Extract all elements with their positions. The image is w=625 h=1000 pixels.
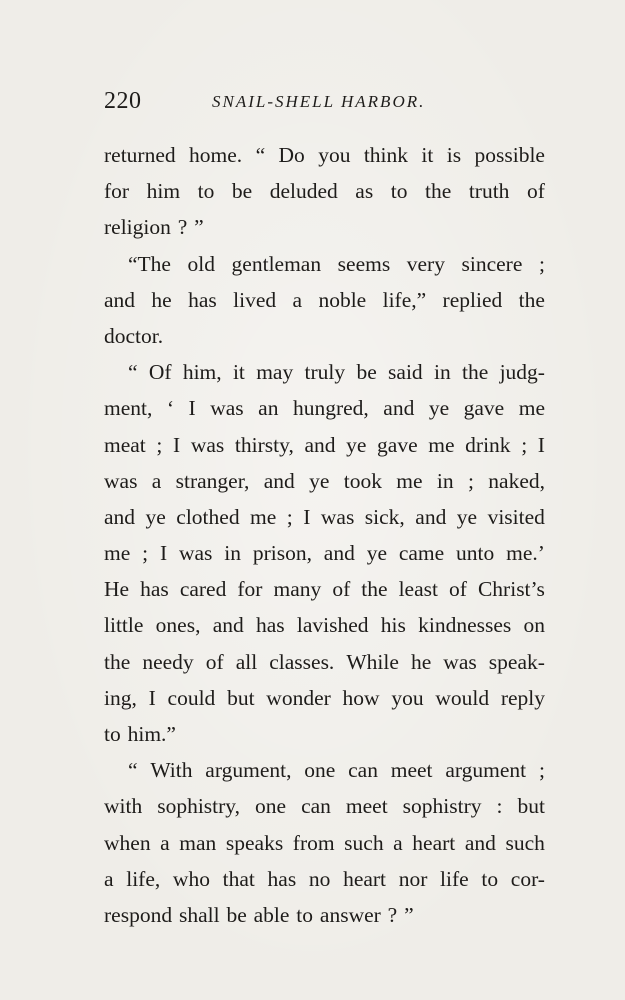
- word: an: [258, 396, 279, 421]
- word: “The: [128, 251, 171, 276]
- word: was: [104, 468, 138, 493]
- word: argument,: [205, 758, 292, 783]
- word: sick,: [364, 504, 405, 529]
- text-line: [104, 794, 545, 830]
- word: needy: [142, 649, 194, 674]
- word: religion: [104, 215, 171, 240]
- text-line: [104, 903, 545, 939]
- word: and: [464, 830, 496, 855]
- word: to: [481, 866, 499, 891]
- word: classes.: [269, 649, 335, 674]
- word: nor: [398, 866, 428, 891]
- word: drink: [465, 432, 511, 457]
- word: ;: [142, 541, 149, 566]
- word: and: [415, 504, 447, 529]
- word: I: [159, 541, 168, 566]
- word: sincere: [461, 251, 523, 276]
- word: cared: [179, 577, 227, 602]
- word: me: [518, 396, 545, 421]
- text-line: [104, 758, 545, 794]
- word: the: [104, 649, 131, 674]
- word: a: [104, 866, 114, 891]
- word: a: [160, 830, 170, 855]
- text-line: [104, 252, 545, 288]
- word: in: [433, 360, 451, 385]
- text-line: [104, 541, 545, 577]
- word: to: [197, 179, 215, 204]
- word: speak-: [488, 649, 545, 674]
- word: cor-: [510, 866, 545, 891]
- word: many: [273, 577, 322, 602]
- word: when: [104, 830, 151, 855]
- word: as: [355, 179, 374, 204]
- text-line: [104, 396, 545, 432]
- word: wonder: [266, 685, 331, 710]
- body-text: [104, 143, 545, 939]
- word: “: [255, 143, 266, 167]
- word: very: [406, 251, 445, 276]
- text-line: [104, 867, 545, 903]
- word: with: [104, 794, 143, 819]
- page-number: 220: [104, 88, 142, 114]
- word: “: [128, 360, 138, 385]
- text-line: [104, 324, 545, 360]
- word: came: [398, 541, 445, 566]
- word: sophistry: [402, 794, 482, 819]
- word: has: [267, 866, 297, 891]
- word: can: [301, 794, 331, 819]
- word: a: [292, 287, 303, 312]
- word: Do: [278, 143, 305, 167]
- word: me.’: [506, 541, 545, 566]
- word: ”: [404, 902, 414, 927]
- word: ;: [538, 251, 545, 276]
- word: me: [428, 432, 455, 457]
- word: was: [190, 432, 225, 457]
- word: heart: [343, 866, 387, 891]
- word: could: [167, 685, 216, 710]
- word: clothed: [176, 504, 240, 529]
- word: the: [462, 360, 489, 385]
- word: respond: [104, 902, 173, 927]
- word: While: [346, 649, 399, 674]
- word: in: [224, 541, 241, 566]
- word: little: [104, 613, 144, 638]
- word: doctor.: [104, 323, 164, 348]
- word: has: [255, 613, 285, 638]
- text-line: [104, 505, 545, 541]
- word: I: [173, 432, 181, 457]
- word: on: [523, 613, 545, 638]
- word: you: [391, 685, 424, 710]
- word: and: [323, 541, 355, 566]
- text-line: [104, 215, 545, 251]
- word: meet: [345, 794, 388, 819]
- word: judg-: [499, 360, 545, 385]
- word: think: [363, 143, 409, 167]
- word: gentleman: [231, 251, 322, 276]
- word: I: [303, 504, 311, 529]
- word: “: [128, 758, 138, 783]
- word: I: [537, 432, 545, 457]
- word: lavished: [296, 613, 369, 638]
- word: ye: [366, 541, 387, 566]
- word: argument: [445, 758, 527, 783]
- word: He: [104, 577, 130, 602]
- word: him: [146, 179, 181, 204]
- word: to: [390, 179, 408, 204]
- word: :: [496, 794, 503, 819]
- word: ”: [194, 215, 204, 240]
- word: was: [320, 504, 355, 529]
- word: Of: [148, 360, 172, 385]
- word: ;: [467, 468, 474, 493]
- word: would: [435, 685, 490, 710]
- word: but: [227, 685, 255, 710]
- text-line: [104, 143, 545, 179]
- word: ye: [145, 504, 166, 529]
- word: the: [361, 577, 388, 602]
- word: for: [237, 577, 263, 602]
- text-line: [104, 469, 545, 505]
- running-head: [104, 88, 544, 118]
- word: no: [308, 866, 331, 891]
- word: it: [421, 143, 434, 167]
- word: sophistry,: [157, 794, 241, 819]
- word: to: [296, 902, 314, 927]
- text-line: [104, 433, 545, 469]
- word: visited: [487, 504, 545, 529]
- text-line: [104, 179, 545, 215]
- word: who: [172, 866, 210, 891]
- word: answer: [319, 902, 381, 927]
- word: can: [348, 758, 378, 783]
- word: of: [332, 577, 351, 602]
- word: may: [256, 360, 294, 385]
- word: ing,: [104, 685, 137, 710]
- word: his: [380, 613, 406, 638]
- word: and: [212, 613, 244, 638]
- word: of: [205, 649, 224, 674]
- word: the: [425, 179, 452, 204]
- word: ment,: [104, 396, 153, 421]
- word: ye: [346, 432, 367, 457]
- word: such: [505, 830, 545, 855]
- word: from: [292, 830, 335, 855]
- word: you: [318, 143, 351, 167]
- word: returned: [104, 143, 176, 167]
- text-line: [104, 722, 545, 758]
- word: one: [304, 758, 336, 783]
- word: seems: [337, 251, 391, 276]
- word: possible: [474, 143, 545, 167]
- word: him,: [182, 360, 222, 385]
- word: unto: [456, 541, 495, 566]
- word: ‘: [166, 396, 175, 421]
- word: speaks: [225, 830, 284, 855]
- word: heart: [412, 830, 456, 855]
- word: hungred,: [292, 396, 369, 421]
- word: in: [436, 468, 454, 493]
- word: and: [383, 396, 415, 421]
- word: him.”: [127, 722, 176, 746]
- word: one: [255, 794, 287, 819]
- word: With: [150, 758, 193, 783]
- word: has: [140, 577, 169, 602]
- word: able: [253, 902, 290, 927]
- word: lived: [233, 287, 277, 312]
- word: deluded: [269, 179, 338, 204]
- word: life: [440, 866, 469, 891]
- word: of: [449, 577, 467, 602]
- word: truly: [304, 360, 346, 385]
- word: such: [344, 830, 384, 855]
- word: ye: [309, 468, 330, 493]
- word: naked,: [488, 468, 545, 493]
- word: to: [104, 722, 121, 746]
- word: has: [188, 287, 217, 312]
- word: meet: [390, 758, 433, 783]
- word: be: [231, 179, 253, 204]
- word: a: [393, 830, 403, 855]
- word: ;: [521, 432, 528, 457]
- word: least: [398, 577, 438, 602]
- word: for: [104, 179, 130, 204]
- word: old: [187, 251, 215, 276]
- word: is: [446, 143, 462, 167]
- text-line: [104, 288, 545, 324]
- word: was: [210, 396, 244, 421]
- word: and: [263, 468, 295, 493]
- word: I: [188, 396, 196, 421]
- word: be: [226, 902, 247, 927]
- word: that: [222, 866, 255, 891]
- word: meat: [104, 432, 146, 457]
- word: the: [518, 287, 545, 312]
- word: gave: [377, 432, 418, 457]
- word: a: [151, 468, 162, 493]
- word: kindnesses: [418, 613, 512, 638]
- text-line: [104, 831, 545, 867]
- word: man: [179, 830, 217, 855]
- word: of: [526, 179, 545, 204]
- word: was: [443, 649, 477, 674]
- word: ?: [177, 215, 188, 240]
- text-line: [104, 686, 545, 722]
- word: ?: [387, 902, 398, 927]
- word: he: [410, 649, 432, 674]
- text-line: [104, 613, 545, 649]
- word: replied: [442, 287, 503, 312]
- word: gave: [463, 396, 505, 421]
- word: and: [304, 432, 336, 457]
- word: but: [517, 794, 545, 819]
- word: was: [178, 541, 213, 566]
- word: and: [104, 504, 136, 529]
- word: prison,: [252, 541, 312, 566]
- word: took: [343, 468, 382, 493]
- word: me: [104, 541, 131, 566]
- word: how: [342, 685, 380, 710]
- word: life,: [126, 866, 161, 891]
- word: me: [250, 504, 277, 529]
- word: thirsty,: [234, 432, 294, 457]
- word: stranger,: [175, 468, 250, 493]
- word: ;: [286, 504, 293, 529]
- word: ;: [156, 432, 163, 457]
- word: reply: [500, 685, 545, 710]
- word: shall: [178, 902, 220, 927]
- word: home.: [189, 143, 243, 167]
- word: noble: [318, 287, 367, 312]
- word: it: [232, 360, 245, 385]
- word: me: [396, 468, 423, 493]
- word: life,”: [382, 287, 427, 312]
- text-line: [104, 360, 545, 396]
- word: Christ’s: [477, 577, 545, 602]
- word: ;: [538, 758, 545, 783]
- word: ye: [428, 396, 450, 421]
- word: ye: [456, 504, 478, 529]
- text-line: [104, 577, 545, 613]
- text-line: [104, 650, 545, 686]
- word: all: [235, 649, 258, 674]
- word: and: [104, 287, 136, 312]
- word: he: [151, 287, 172, 312]
- word: I: [148, 685, 156, 710]
- word: said: [388, 360, 423, 385]
- word: truth: [468, 179, 510, 204]
- book-title: SNAIL-SHELL HARBOR.: [212, 92, 426, 111]
- word: ones,: [155, 613, 201, 638]
- word: be: [356, 360, 377, 385]
